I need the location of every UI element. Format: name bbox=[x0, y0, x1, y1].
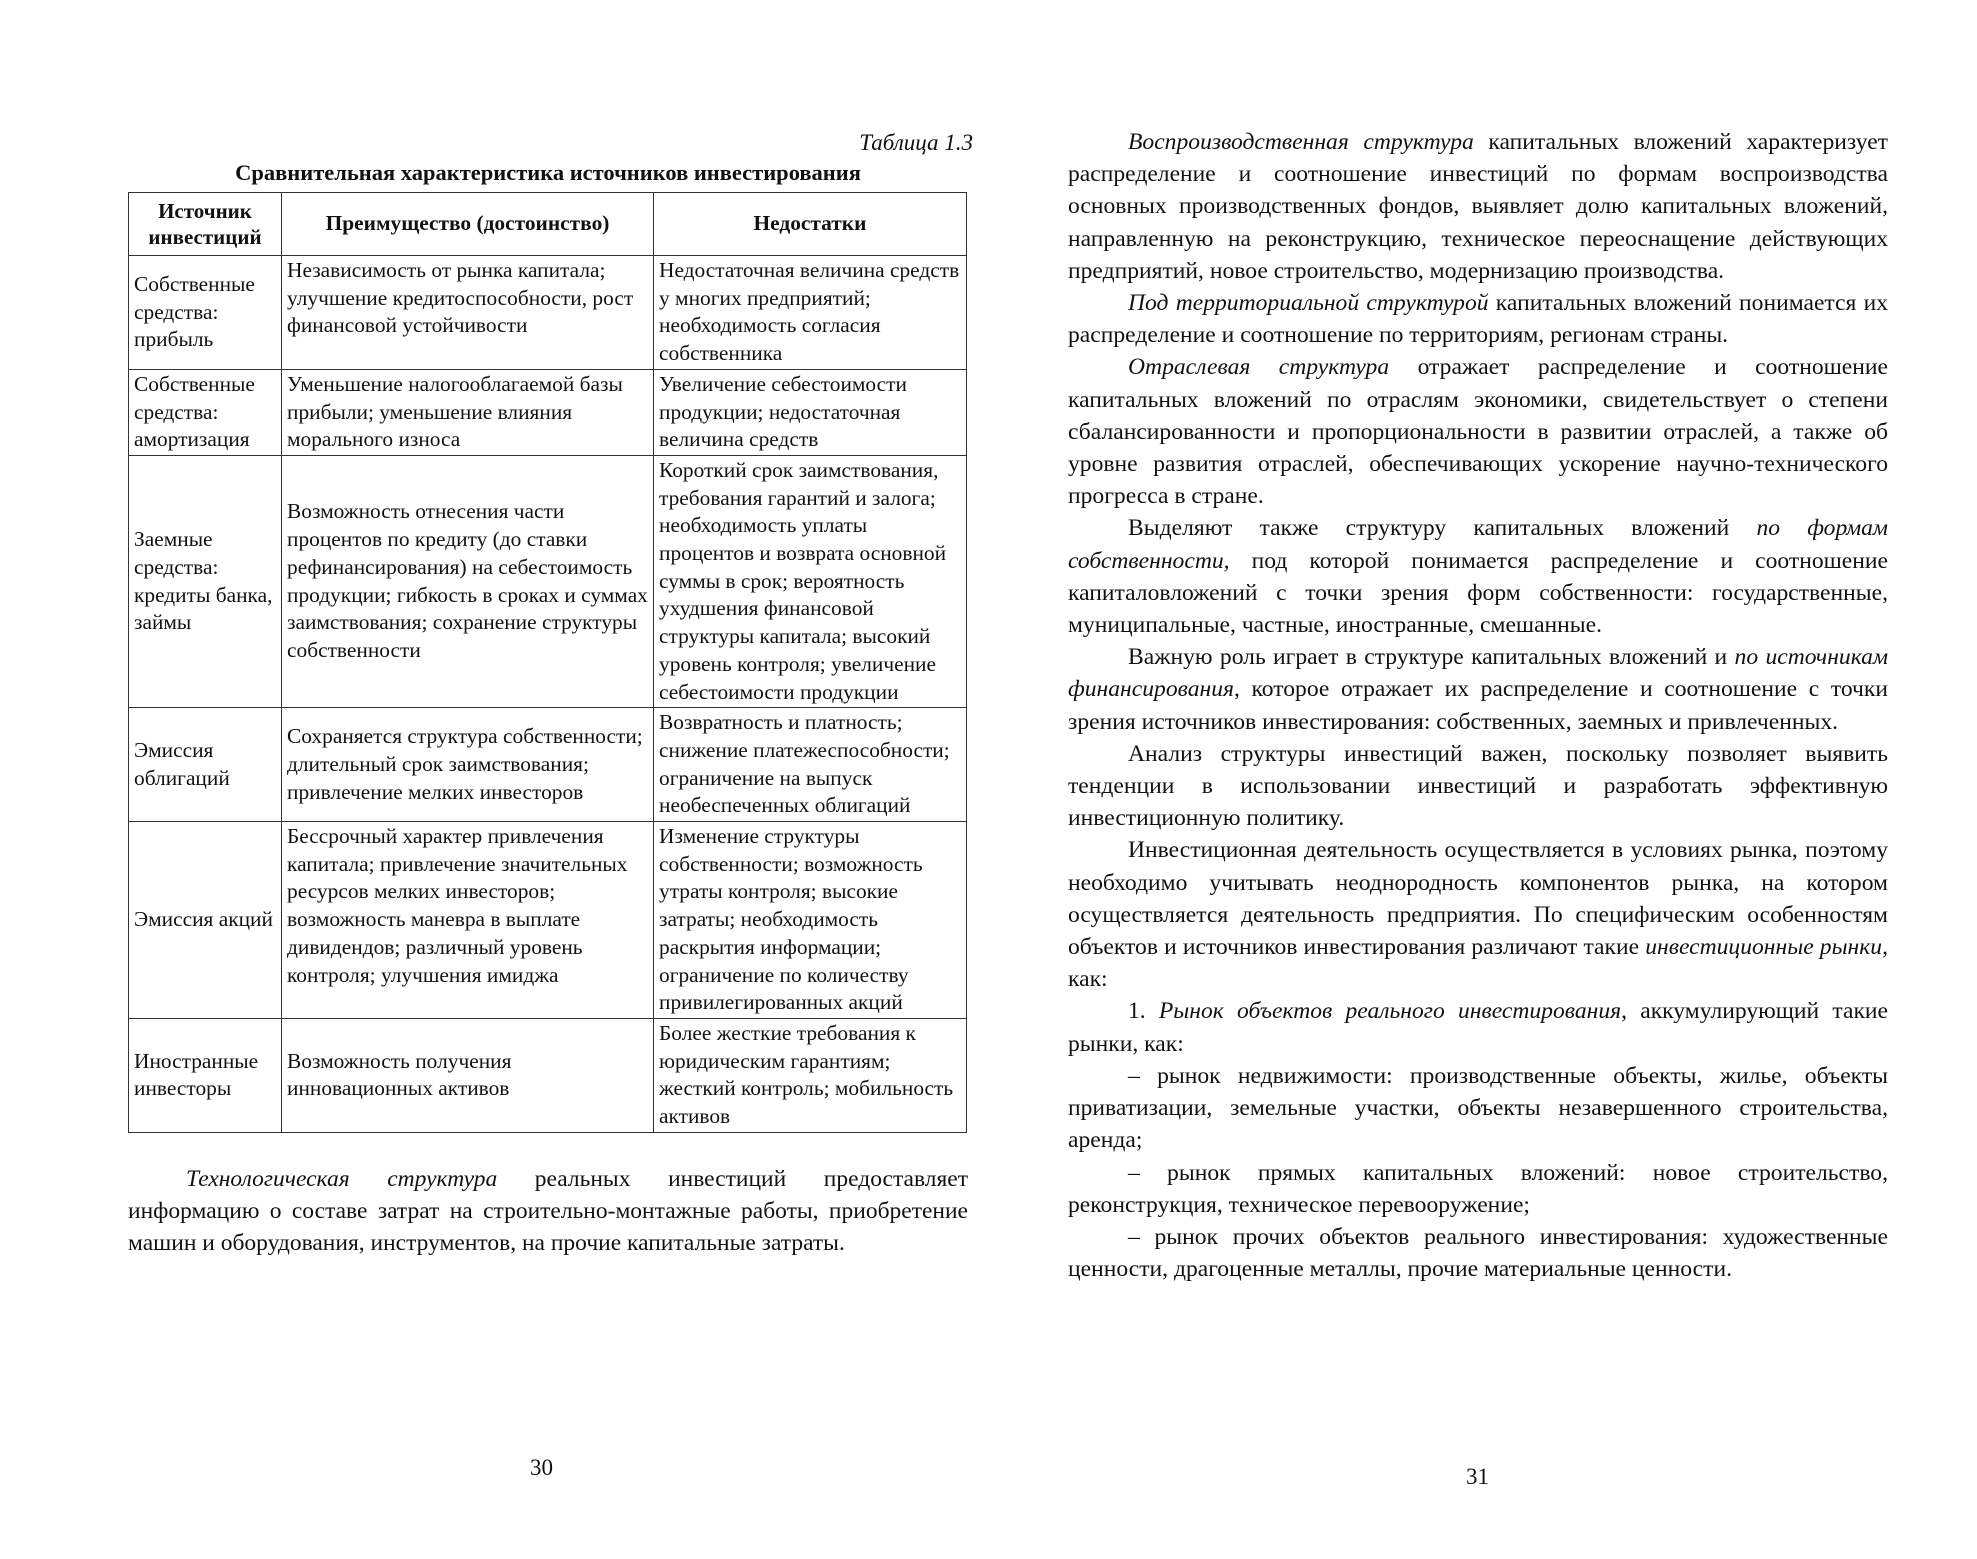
header-source: Источник инвестиций bbox=[129, 193, 282, 256]
italic-term: Воспроизводственная структура bbox=[1128, 129, 1474, 155]
paragraph bbox=[1068, 512, 1888, 641]
paragraph-text: Важную роль играет в структуре капитальных вложений и bbox=[1128, 644, 1735, 671]
paragraph-text: реальных инвестиций предоставляет информацию о составе затрат на строительно-монтажные работы, приобретение машин и оборудования, инструментов, на прочие капитальные затраты. bbox=[128, 1165, 968, 1256]
paragraph bbox=[128, 1163, 968, 1259]
list-item bbox=[1068, 1157, 1888, 1221]
paragraph-text: отражает распределение и соотношение капитальных вложений по отраслям экономики, свидетельствует о степени сбалансированности и пропорциональности в развитии отраслей, а также об уровне развития отраслей, обеспечивающих ускорение научно-технического прогресса в стране. bbox=[1068, 354, 1888, 510]
italic-term: по источникам финансирования bbox=[1068, 644, 1888, 703]
cell-advantage: Бессрочный характер привлечения капитала; привлечение значительных ресурсов мелких инвесторов; возможность маневра в выплате дивидендов; различный уровень контроля; улучшения имиджа bbox=[282, 822, 654, 1019]
table-row bbox=[129, 455, 967, 707]
cell-drawback: Более жесткие требования к юридическим гарантиям; жесткий контроль; мобильность активов bbox=[654, 1018, 967, 1132]
paragraph bbox=[1068, 995, 1888, 1059]
cell-source: Эмиссия акций bbox=[129, 822, 282, 1019]
table-header-row bbox=[129, 193, 967, 256]
paragraph-text: Инвестиционная деятельность осуществляется в условиях рынка, поэтому необходимо учитывать неоднородность компонентов рынка, на котором осуществляется деятельность предприятия. По специфическим особенностям объектов и источников инвестирования различают такие bbox=[1068, 837, 1888, 961]
italic-term: инвестиционные рынки bbox=[1645, 934, 1883, 961]
paragraph-text: – рынок недвижимости: производственные объекты, жилье, объекты приватизации, земельные участки, объекты незавершенного строительства, аренда; bbox=[1068, 1062, 1888, 1154]
table-row bbox=[129, 708, 967, 822]
cell-source: Иностранные инвесторы bbox=[129, 1018, 282, 1132]
cell-advantage: Уменьшение налогооблагаемой базы прибыли; уменьшение влияния морального износа bbox=[282, 369, 654, 455]
italic-term: Под территориальной структурой bbox=[1128, 290, 1489, 317]
paragraph bbox=[1068, 641, 1888, 738]
table-title: Сравнительная характеристика источников инвестирования bbox=[235, 160, 861, 185]
cell-drawback: Возвратность и платность; снижение платежеспособности; ограничение на выпуск необеспеченных облигаций bbox=[654, 708, 967, 822]
cell-advantage: Сохраняется структура собственности; длительный срок заимствования; привлечение мелких инвесторов bbox=[282, 708, 654, 822]
italic-term: Технологическая структура bbox=[186, 1165, 498, 1192]
right-page bbox=[1068, 126, 1888, 1285]
cell-drawback: Недостаточная величина средств у многих предприятий; необходимость согласия собственника bbox=[654, 256, 967, 370]
italic-term: Рынок объектов реального инвестирования bbox=[1158, 998, 1622, 1025]
paragraph bbox=[1068, 287, 1888, 351]
italic-term: Отраслевая структура bbox=[1128, 354, 1390, 381]
table-row bbox=[129, 822, 967, 1019]
header-advantage: Преимущество (достоинство) bbox=[282, 193, 654, 256]
left-page bbox=[128, 128, 973, 1259]
page-number-left: 30 bbox=[530, 1455, 553, 1480]
paragraph-text: 1. bbox=[1128, 998, 1159, 1025]
paragraph-text: , которое отражает их распределение и соотношение с точки зрения источников инвестирования: собственных, заемных и привлеченных. bbox=[1068, 676, 1888, 735]
paragraph-text: капитальных вложений характеризует распределение и соотношение инвестиций по формам воспроизводства основных производственных фондов, выявляет долю капитальных вложений, направленную на реконструкцию, техническое переоснащение действующих предприятий, новое строительство, модернизацию производства. bbox=[1068, 129, 1888, 284]
cell-drawback: Изменение структуры собственности; возможность утраты контроля; высокие затраты; необходимость раскрытия информации; ограничение по количеству привилегированных акций bbox=[654, 822, 967, 1019]
cell-source: Заемные средства: кредиты банка, займы bbox=[129, 455, 282, 707]
table-row bbox=[129, 1018, 967, 1132]
paragraph bbox=[1068, 738, 1888, 835]
cell-drawback: Увеличение себестоимости продукции; недостаточная величина средств bbox=[654, 369, 967, 455]
list-item bbox=[1068, 1221, 1888, 1285]
left-body-text bbox=[128, 1163, 968, 1259]
paragraph bbox=[1068, 834, 1888, 995]
paragraph-text: , аккумулирующий такие рынки, как: bbox=[1068, 998, 1889, 1057]
cell-drawback: Короткий срок заимствования, требования гарантий и залога; необходимость уплаты процентов и возврата основной суммы в срок; вероятность ухудшения финансовой структуры капитала; высокий уровень контроля; увеличение себестоимости продукции bbox=[654, 455, 967, 707]
cell-source: Собственные средства: амортизация bbox=[129, 369, 282, 455]
paragraph-text: – рынок прямых капитальных вложений: новое строительство, реконструкция, техническое перевооружение; bbox=[1068, 1159, 1888, 1218]
paragraph-text: Выделяют также структуру капитальных вложений bbox=[1128, 515, 1757, 542]
cell-advantage: Возможность отнесения части процентов по кредиту (до ставки рефинансирования) на себестоимость продукции; гибкость в сроках и суммах заимствования; сохранение структуры собственности bbox=[282, 455, 654, 707]
table-row bbox=[129, 256, 967, 370]
table-row bbox=[129, 369, 967, 455]
list-item bbox=[1068, 1060, 1888, 1157]
paragraph bbox=[1068, 126, 1888, 287]
cell-advantage: Независимость от рынка капитала; улучшение кредитоспособности, рост финансовой устойчивости bbox=[282, 256, 654, 370]
paragraph-text: – рынок прочих объектов реального инвестирования: художественные ценности, драгоценные металлы, прочие материальные ценности. bbox=[1068, 1223, 1888, 1283]
paragraph-text: , как: bbox=[1068, 934, 1888, 993]
cell-advantage: Возможность получения инновационных активов bbox=[282, 1018, 654, 1132]
paragraph-text: Анализ структуры инвестиций важен, поскольку позволяет выявить тенденции в использовании инвестиций и разработать эффективную инвестиционную политику. bbox=[1068, 740, 1888, 832]
cell-source: Эмиссия облигаций bbox=[129, 708, 282, 822]
header-drawback: Недостатки bbox=[654, 193, 967, 256]
paragraph bbox=[1068, 351, 1888, 512]
cell-source: Собственные средства: прибыль bbox=[129, 256, 282, 370]
paragraph-text: капитальных вложений понимается их распределение и соотношение по территориям, регионам страны. bbox=[1068, 290, 1889, 349]
investment-sources-table bbox=[128, 192, 967, 1133]
table-label: Таблица 1.3 bbox=[859, 130, 973, 155]
page-number-right: 31 bbox=[1466, 1464, 1489, 1489]
paragraph-text: под которой понимается распределение и соотношение капиталовложений с точки зрения форм собственности: государственные, муниципальные, частные, иностранные, смешанные. bbox=[1068, 547, 1888, 639]
italic-term: по формам собственности, bbox=[1068, 515, 1888, 574]
